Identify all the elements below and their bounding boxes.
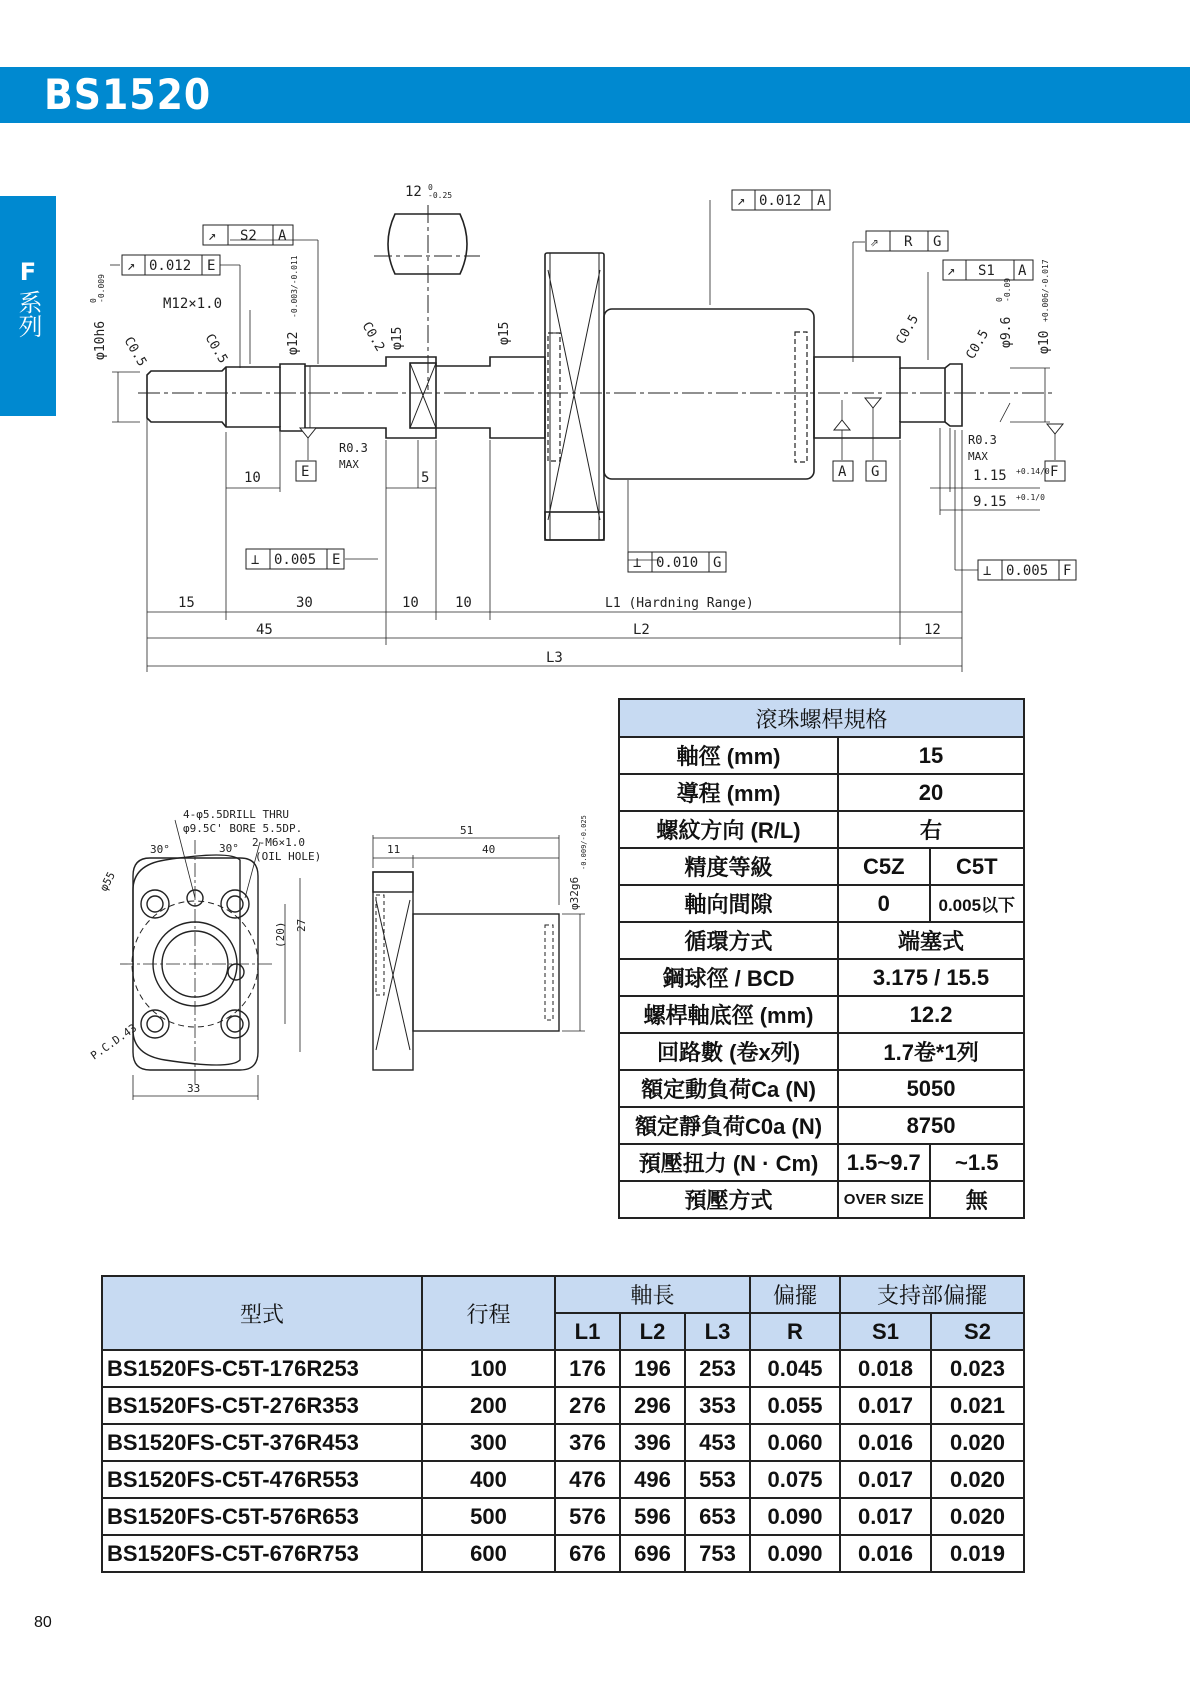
dia-15-a: φ15 [390,326,405,350]
dia-12: φ12 [286,331,301,355]
model-value: 176 [555,1350,620,1387]
model-value: 296 [620,1387,685,1424]
model-value: 500 [422,1498,555,1535]
flange-note-2: φ9.5C' BORE 5.5DP. [183,822,303,835]
spec-label: 預壓方式 [619,1181,838,1218]
dia-10-tol: +0.006/-0.017 [1041,259,1050,322]
datum-e: E [301,464,310,480]
chamfer-c: C0.2 [358,319,388,355]
fcf-s2-value: S2 [240,228,257,244]
radius-right: R0.3 [968,433,997,447]
chamfer-a: C0.5 [120,334,150,370]
spec-value-a: C5Z [838,848,929,885]
dim-15: 15 [178,595,195,611]
model-code: BS1520FS-C5T-176R253 [102,1350,422,1387]
header-s2: S2 [931,1313,1024,1350]
fcf-perp-e-symbol: ⊥ [251,552,260,568]
header-shaft-length: 軸長 [555,1276,750,1313]
fcf-perp-g-datum: G [713,555,722,571]
dim-10-b: 10 [455,595,472,611]
header-runout: 偏擺 [750,1276,840,1313]
dia-10h6-tol-upper: 0 [89,298,98,303]
angle-left: 30° [150,843,170,856]
model-value: 200 [422,1387,555,1424]
fcf-perp-e-value: 0.005 [274,552,317,568]
model-value: 0.075 [750,1461,840,1498]
fcf-perp-g-symbol: ⊥ [633,555,642,571]
flange-drawing [80,800,600,1110]
series-letter: F [19,258,37,286]
model-value: 300 [422,1424,555,1461]
spec-value: 20 [838,774,1024,811]
spec-value-b: C5T [930,848,1024,885]
model-value: 476 [555,1461,620,1498]
model-value: 253 [685,1350,750,1387]
dia-10h6-tol: -0.009 [97,274,106,303]
flange-note-3: 2-M6×1.0 [252,836,305,849]
dim-30: 30 [296,595,313,611]
spec-label: 軸向間隙 [619,885,838,922]
radius-right-max: MAX [968,450,988,463]
model-value: 276 [555,1387,620,1424]
fcf-a-symbol: ↗ [737,193,746,209]
header-model: 型式 [102,1276,422,1350]
thread-spec: M12×1.0 [163,296,223,312]
model-value: 0.023 [931,1350,1024,1387]
fcf-s1-symbol: ↗ [947,263,956,279]
spec-label: 鋼球徑 / BCD [619,959,838,996]
spec-label: 導程 (mm) [619,774,838,811]
fcf-a-datum: A [817,193,826,209]
model-value: 0.017 [840,1461,931,1498]
side-length-40: 40 [482,843,496,856]
dim-l2: L2 [633,622,650,638]
chamfer-d: C0.5 [893,312,923,347]
dim-10: 10 [244,470,261,486]
model-table [101,1275,1025,1573]
header-l3: L3 [685,1313,750,1350]
model-value: 496 [620,1461,685,1498]
spec-value: 15 [838,737,1024,774]
fcf-rg-datum: G [933,234,942,250]
table-row [102,1350,1024,1387]
dim-l3: L3 [546,650,563,666]
dia-15-b: φ15 [497,321,512,345]
model-code: BS1520FS-C5T-576R653 [102,1498,422,1535]
model-value: 353 [685,1387,750,1424]
dim-12: 12 [924,622,941,638]
side-length-11: 11 [387,843,401,856]
dia-10h6: φ10h6 [93,320,108,360]
dia-10: φ10 [1037,330,1052,354]
spec-label: 螺桿軸底徑 (mm) [619,996,838,1033]
spec-value: 右 [838,811,1024,848]
spec-value: 8750 [838,1107,1024,1144]
model-value: 0.017 [840,1498,931,1535]
model-value: 653 [685,1498,750,1535]
fcf-perp-f-value: 0.005 [1006,563,1049,579]
model-code: BS1520FS-C5T-676R753 [102,1535,422,1572]
spec-value: 5050 [838,1070,1024,1107]
dim-9-15: 9.15 [973,494,1007,510]
model-value: 696 [620,1535,685,1572]
spec-value-b: 0.005以下 [930,885,1024,922]
fcf-s1-datum: A [1018,263,1027,279]
radius-left-max: MAX [339,458,359,471]
side-length-51: 51 [460,824,474,837]
model-value: 0.016 [840,1424,931,1461]
series-text: 系列 [14,290,42,338]
model-value: 0.060 [750,1424,840,1461]
dim-10-a: 10 [402,595,419,611]
fcf-e-datum: E [207,258,216,274]
fcf-rg-value: R [904,234,913,250]
chamfer-e: C0.5 [963,327,993,362]
dim-l1: L1 (Hardning Range) [605,596,754,611]
spec-label: 額定動負荷Ca (N) [619,1070,838,1107]
model-code: BS1520FS-C5T-476R553 [102,1461,422,1498]
spec-value-a: 0 [838,885,929,922]
model-value: 396 [620,1424,685,1461]
dia-9-6: φ9.6 [999,316,1014,348]
fcf-perp-g-value: 0.010 [656,555,699,571]
chamfer-b: C0.5 [201,331,231,367]
dia-9-6-tol: -0.09 [1003,277,1012,302]
spec-label: 回路數 (卷x列) [619,1033,838,1070]
model-code: BS1520FS-C5T-376R453 [102,1424,422,1461]
model-value: 0.020 [931,1498,1024,1535]
spec-label: 預壓扭力 (N · Cm) [619,1144,838,1181]
spec-value-a: OVER SIZE [838,1181,929,1218]
table-row [102,1424,1024,1461]
page-title: BS1520 [44,70,212,119]
model-value: 0.017 [840,1387,931,1424]
flange-pcd: P.C.D.43 [88,1021,140,1063]
header-support-runout: 支持部偏擺 [840,1276,1024,1313]
dia-12-tol: -0.003/-0.011 [290,255,299,318]
flange-width-33: 33 [187,1082,201,1095]
spec-label: 軸徑 (mm) [619,737,838,774]
flange-note-4: (OIL HOLE) [255,850,322,863]
flange-note-1: 4-φ5.5DRILL THRU [183,808,289,821]
model-value: 453 [685,1424,750,1461]
dia-9-6-tol-upper: 0 [995,297,1004,302]
datum-f: F [1050,464,1059,480]
top-width: 12 [405,184,422,200]
datum-a: A [838,464,847,480]
spec-value: 3.175 / 15.5 [838,959,1024,996]
header-stroke: 行程 [422,1276,555,1350]
model-value: 376 [555,1424,620,1461]
spec-title: 滾珠螺桿規格 [619,699,1024,737]
fcf-rg-symbol: ⇗ [870,234,879,250]
radius-left: R0.3 [339,441,368,455]
fcf-perp-f-datum: F [1063,563,1072,579]
dim-45: 45 [256,622,273,638]
page-number: 80 [34,1614,52,1631]
model-value: 0.020 [931,1424,1024,1461]
table-row [102,1498,1024,1535]
model-value: 0.021 [931,1387,1024,1424]
model-code: BS1520FS-C5T-276R353 [102,1387,422,1424]
spec-value: 1.7卷*1列 [838,1033,1024,1070]
fcf-s2-symbol: ↗ [208,228,217,244]
side-dia-32-tol: -0.009/-0.025 [580,815,588,870]
flange-height-20: (20) [274,921,287,948]
model-value: 600 [422,1535,555,1572]
flange-height-27: 27 [295,918,308,932]
model-value: 100 [422,1350,555,1387]
header-s1: S1 [840,1313,931,1350]
table-row [102,1387,1024,1424]
fcf-e-symbol: ↗ [127,258,136,274]
fcf-e-value: 0.012 [149,258,192,274]
fcf-perp-f-symbol: ⊥ [983,563,992,579]
model-value: 0.045 [750,1350,840,1387]
fcf-perp-e-datum: E [332,552,341,568]
model-value: 576 [555,1498,620,1535]
model-value: 553 [685,1461,750,1498]
fcf-s2-datum: A [278,228,287,244]
datum-g: G [871,464,880,480]
spec-value-a: 1.5~9.7 [838,1144,929,1181]
shaft-drawing [0,170,1190,680]
spec-value: 端塞式 [838,922,1024,959]
fcf-a-value: 0.012 [759,193,802,209]
spec-table [618,698,1025,1219]
model-value: 753 [685,1535,750,1572]
model-value: 676 [555,1535,620,1572]
model-value: 0.090 [750,1498,840,1535]
dim-5: 5 [421,470,430,486]
model-value: 0.019 [931,1535,1024,1572]
table-row [102,1535,1024,1572]
angle-right: 30° [219,842,239,855]
model-value: 596 [620,1498,685,1535]
dim-1-15: 1.15 [973,468,1007,484]
spec-label: 循環方式 [619,922,838,959]
spec-label: 精度等級 [619,848,838,885]
top-width-tol-upper: 0 [428,183,433,192]
spec-label: 螺紋方向 (R/L) [619,811,838,848]
spec-value: 12.2 [838,996,1024,1033]
model-value: 400 [422,1461,555,1498]
flange-dia-55: φ55 [97,869,118,894]
spec-value-b: 無 [930,1181,1024,1218]
model-value: 196 [620,1350,685,1387]
side-dia-32: φ32g6 [568,876,581,910]
header-l2: L2 [620,1313,685,1350]
spec-label: 額定靜負荷C0a (N) [619,1107,838,1144]
spec-value-b: ~1.5 [930,1144,1024,1181]
table-row [102,1461,1024,1498]
model-value: 0.020 [931,1461,1024,1498]
dim-1-15-tol: +0.14/0 [1016,467,1050,476]
header-r: R [750,1313,840,1350]
model-value: 0.090 [750,1535,840,1572]
header-l1: L1 [555,1313,620,1350]
model-value: 0.055 [750,1387,840,1424]
dim-9-15-tol: +0.1/0 [1016,493,1045,502]
model-value: 0.018 [840,1350,931,1387]
model-value: 0.016 [840,1535,931,1572]
fcf-s1-value: S1 [978,263,995,279]
top-width-tol: -0.25 [428,191,453,200]
